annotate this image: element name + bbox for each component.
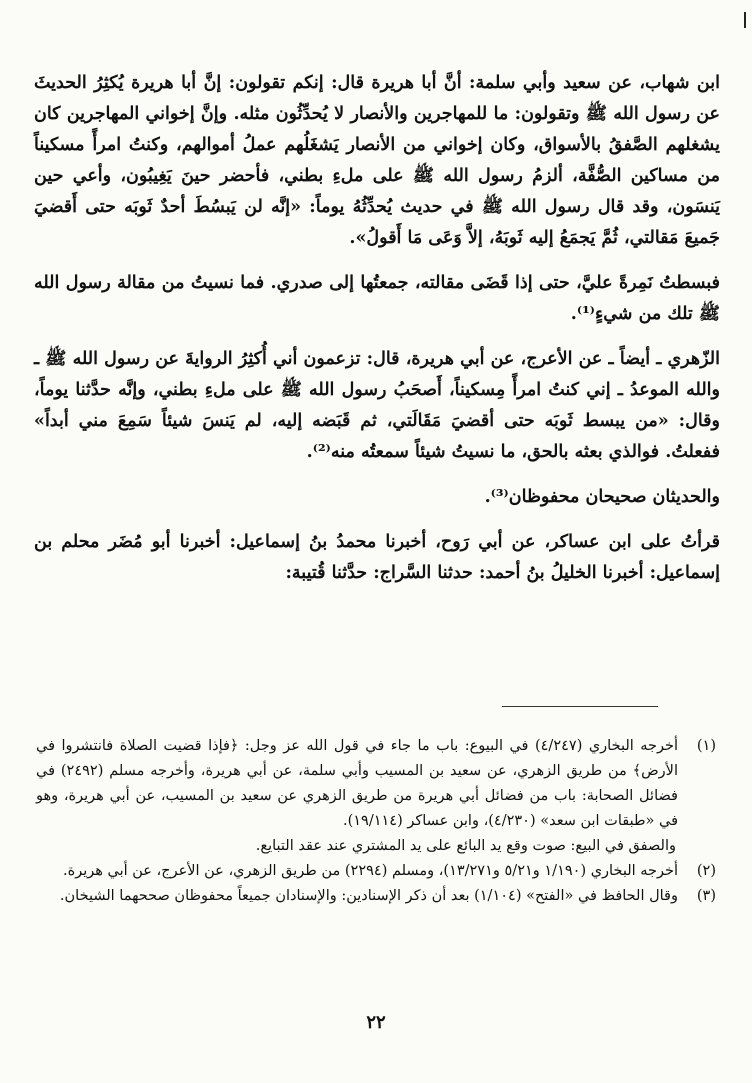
paragraph-2: فبسطتُ نَمِرةً عليَّ، حتى إذا قَضَى مقالته، جمعتُها إلى صدري. فما نسيتُ من مقالة رسول الله ﷺ تلك من شيءٍ⁽¹⁾. — [34, 273, 720, 324]
footnote-2 — [36, 859, 716, 884]
footnote-3 — [36, 884, 716, 909]
main-text — [34, 68, 720, 603]
footnote-text: وقال الحافظ في «الفتح» (١/١٠٤) بعد أن ذكر الإسنادين: والإسنادان جميعاً محفوظان صححهما الشيخان. — [59, 888, 678, 904]
footnote-text: أخرجه البخاري (١/١٩٠ و٥/٢١ و١٣/٢٧١)، ومسلم (٢٢٩٤) من طريق الزهري، عن الأعرج، عن أبي هريرة. — [62, 863, 678, 879]
footnote-1 — [36, 734, 716, 834]
paragraph-5: قرأتُ على ابن عساكر، عن أبي رَوح، أخبرنا محمدُ بنُ إسماعيل: أخبرنا أبو مُضَر محلم بن إسماعيل: أخبرنا الخليلُ بنُ أحمد: حدثنا السَّراج: حدَّثنا قُتيبة: — [34, 532, 720, 583]
footnote-1-extra: والصفق في البيع: صوت وقع يد البائع على يد المشتري عند عقد التبايع. — [255, 838, 676, 854]
paragraph-1: ابن شهاب، عن سعيد وأبي سلمة: أنَّ أبا هريرة قال: إنكم تقولون: إنَّ أبا هريرة يُكثِرُ الحديثَ عن رسول الله ﷺ وتقولون: ما للمهاجرين والأنصار لا يُحدِّثُون مثله. وإنَّ إخواني المهاجرين كان يشغلهم الصَّفقُ بالأسواق، وكان إخواني من الأنصار يَشغَلُهم عملُ أموالهم، وكنتُ امرأً مسكيناً من مساكين الصُّفَّة، ألزمُ رسول الله ﷺ على ملءِ بطني، فأحضر حينَ يَغِيبُون، وأعي حين يَنسَون، وقد قال رسول الله ﷺ في حديث يُحدِّثُهُ يوماً: «إنَّه لن يَبسُطَ أحدٌ ثَوبَه حتى أَقضيَ جَميعَ مَقالتي، ثُمَّ يَجمَعُ إليه ثَوبَهُ، إلاَّ وَعَى مَا أَقولُ». — [34, 73, 720, 248]
footnote-separator — [502, 706, 658, 707]
footnote-number: (١) — [696, 738, 716, 754]
paragraph-4: والحديثان صحيحان محفوظان⁽³⁾. — [484, 487, 720, 507]
footnotes — [36, 734, 716, 909]
footnote-number: (٣) — [696, 888, 716, 904]
footnote-number: (٢) — [696, 863, 716, 879]
footnote-text: أخرجه البخاري (٤/٢٤٧) في البيوع: باب ما جاء في قول الله عز وجل: ﴿فإذا قضيت الصلاة فانتشروا في الأرض﴾ من طريق الزهري، عن سعيد بن المسيب وأبي سلمة، عن أبي هريرة، وأخرجه مسلم (٢٤٩٢) في فضائل الصحابة: باب من فضائل أبي هريرة من طريق الزهري عن سعيد بن المسيب، عن أبي هريرة، وهو في «طبقات ابن سعد» (٤/٢٣٠)، وابن عساكر (١٩/١١٤). — [36, 738, 678, 829]
page-number: ٢٢ — [366, 1012, 386, 1033]
paragraph-3: الزّهري ـ أيضاً ـ عن الأعرج، عن أبي هريرة، قال: تزعمون أني أُكثِرُ الروايةَ عن رسول الله ﷺ ـ والله الموعدُ ـ إني كنتُ امرأً مِسكيناً، أَصحَبُ رسول الله ﷺ على ملءِ بطني، وإنَّه حدَّثنا يوماً، وقال: «من يبسط ثَوبَه حتى أقضيَ مَقَالَتي، ثم قَبَضه إليه، لم يَنسَ شيئاً سَمِعَ مني أبداً» ففعلتُ. فوالذي بعثه بالحق، ما نسيتُ شيئاً سمعتُه منه⁽²⁾. — [34, 349, 720, 462]
page-corner-mark — [744, 12, 746, 28]
